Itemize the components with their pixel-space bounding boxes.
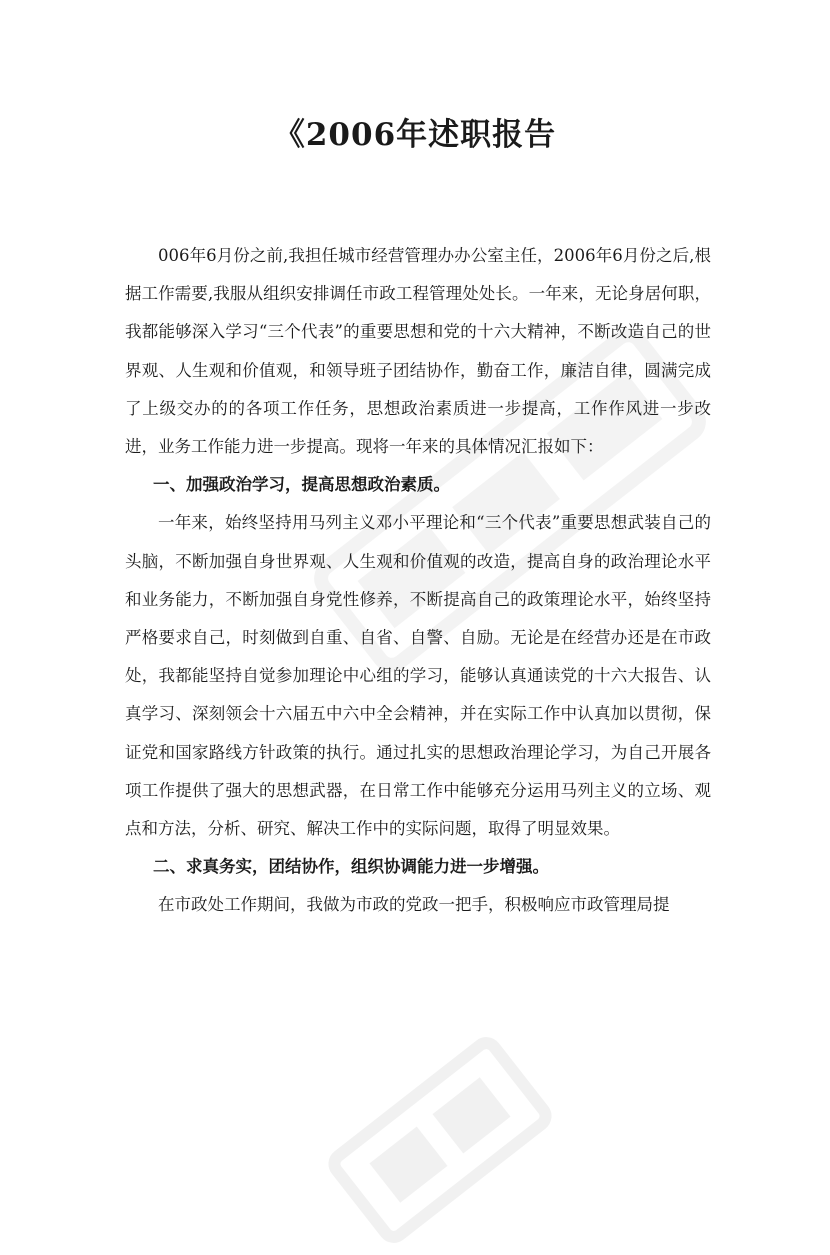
paragraph-intro: 006年6月份之前,我担任城市经营管理办办公室主任，2006年6月份之后,根据工作需要,我服从组织安排调任市政工程管理处处长。一年来，无论身居何职，我都能够深入学习“三个代表”的重要思想和党的十六大精神，不断改造自己的世界观、人生观和价值观，和领导班子团结协作，勤奋工作，廉洁自律，圆满完成了上级交办的的各项工作任务，思想政治素质进一步提高，工作作风进一步改进，业务工作能力进一步提高。现将一年来的具体情况汇报如下：: [125, 246, 711, 457]
section-heading-2: 二、求真务实，团结协作，组织协调能力进一步增强。: [153, 857, 550, 877]
paragraph-section-2: 在市政处工作期间，我做为市政的党政一把手，积极响应市政管理局提: [158, 895, 670, 915]
watermark-logo-icon: [316, 1025, 563, 1255]
section-heading-1: 一、加强政治学习，提高思想政治素质。: [153, 475, 451, 495]
paragraph-section-1: 一年来，始终坚持用马列主义邓小平理论和“三个代表”重要思想武装自己的头脑，不断加强自身世界观、人生观和价值观的改造，提高自身的政治理论水平和业务能力，不断加强自身党性修养，不断提高自己的政策理论水平，始终坚持严格要求自己，时刻做到自重、自省、自警、自励。无论是在经营办还是在市政处，我都能坚持自觉参加理论中心组的学习，能够认真通读党的十六大报告、认真学习、深刻领会十六届五中六中全会精神，并在实际工作中认真加以贯彻，保证党和国家路线方针政策的执行。通过扎实的思想政治理论学习，为自己开展各项工作提供了强大的思想武器，在日常工作中能够充分运用马列主义的立场、观点和方法，分析、研究、解决工作中的实际问题，取得了明显效果。: [125, 513, 711, 839]
document-title: 《2006年述职报告: [273, 117, 557, 153]
document-body: [125, 237, 711, 925]
